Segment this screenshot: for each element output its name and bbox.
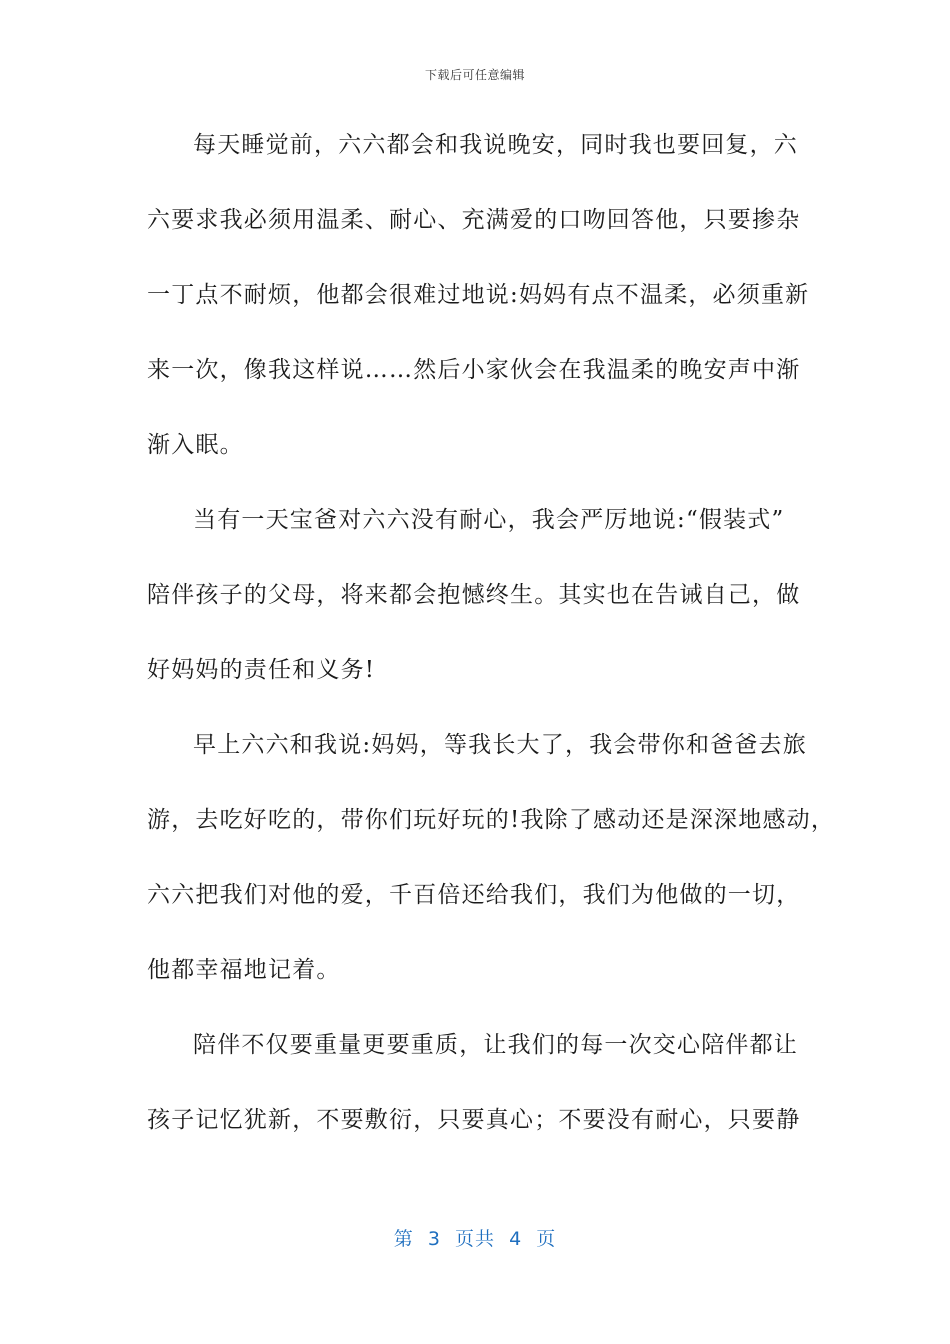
paragraph-1-line-1: 每天睡觉前，六六都会和我说晚安，同时我也要回复，六 [193,132,798,158]
paragraph-3-line-1: 早上六六和我说:妈妈，等我长大了，我会带你和爸爸去旅 [193,732,807,758]
paragraph-2-line-2: 陪伴孩子的父母，将来都会抱憾终生。其实也在告诫自己，做 [147,582,801,608]
paragraph-4-line-1: 陪伴不仅要重量更要重质，让我们的每一次交心陪伴都让 [193,1032,798,1058]
paragraph-3-line-4: 他都幸福地记着。 [147,957,341,983]
paragraph-3-line-2: 游，去吃好吃的，带你们玩好玩的!我除了感动还是深深地感动， [147,807,836,833]
page-header: 下载后可任意编辑 [424,68,525,82]
paragraph-1-line-2: 六要求我必须用温柔、耐心、充满爱的口吻回答他，只要掺杂 [147,207,801,233]
page-number-footer: 第 3 页共 4 页 [393,1228,557,1250]
paragraph-2-line-1: 当有一天宝爸对六六没有耐心，我会严厉地说:“假装式” [193,507,785,533]
paragraph-1-line-4: 来一次，像我这样说……然后小家伙会在我温柔的晚安声中渐 [147,357,801,383]
paragraph-1-line-5: 渐入眠。 [147,432,244,458]
paragraph-3-line-3: 六六把我们对他的爱，千百倍还给我们，我们为他做的一切， [147,882,801,908]
document-body [147,120,836,1170]
paragraph-2-line-3: 好妈妈的责任和义务! [147,657,376,683]
paragraph-1-line-3: 一丁点不耐烦，他都会很难过地说:妈妈有点不温柔，必须重新 [147,282,810,308]
paragraph-4-line-2: 孩子记忆犹新，不要敷衍，只要真心；不要没有耐心，只要静 [147,1107,801,1133]
